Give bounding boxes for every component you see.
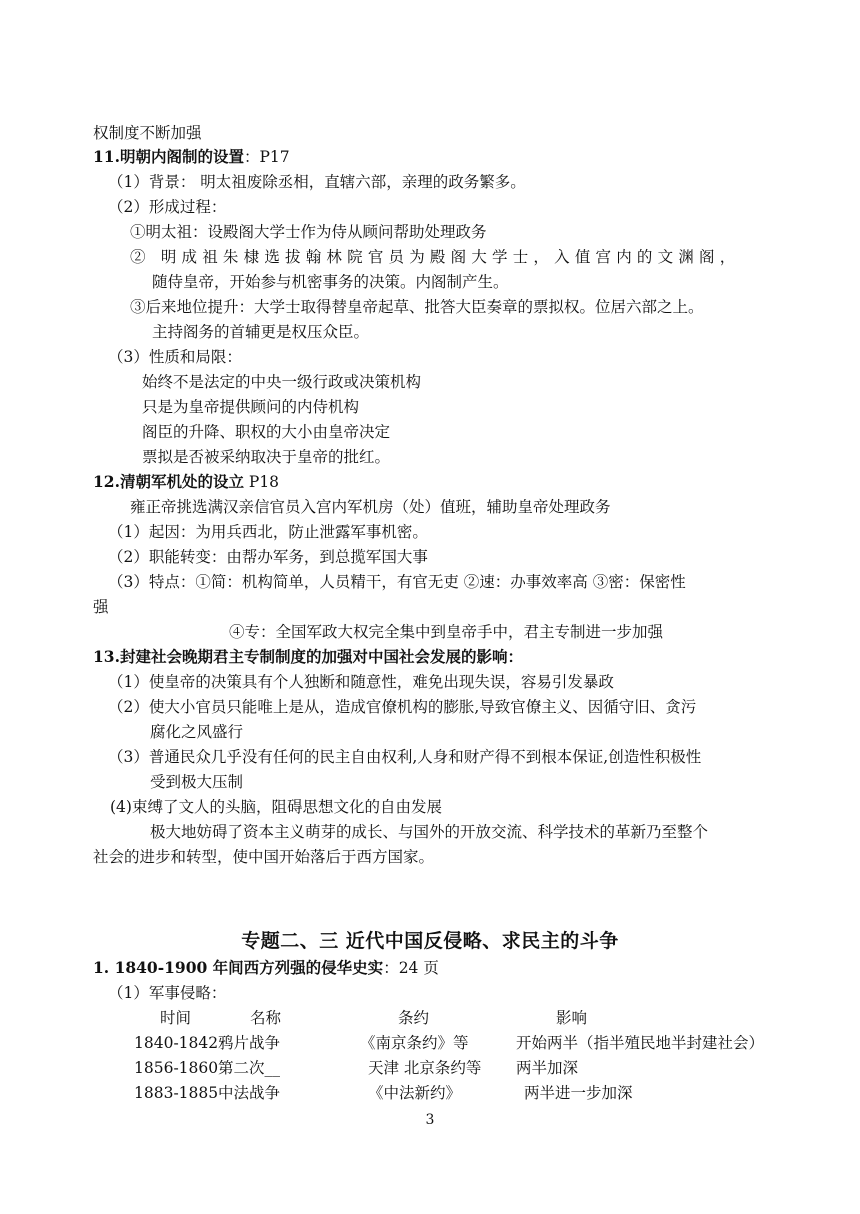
page-number: 3 [425, 1112, 435, 1128]
cell-name: 鸦片战争 [218, 1034, 281, 1052]
text-line: 腐化之风盛行 [150, 723, 244, 741]
header-impact: 影响 [556, 1009, 588, 1027]
text-line: 主持阁务的首辅更是权压众臣。 [152, 323, 370, 341]
header-treaty: 条约 [398, 1009, 430, 1027]
text-line: （2）形成过程： [108, 198, 227, 216]
cell-time: 1856-1860 [134, 1059, 219, 1077]
text-line: ③后来地位提升：大学士取得替皇帝起草、批答大臣奏章的票拟权。位居六部之上。 [130, 298, 704, 316]
text-line: 社会的进步和转型，使中国开始落后于西方国家。 [93, 848, 435, 866]
cell-treaty: 天津 北京条约等 [368, 1059, 482, 1077]
header-name: 名称 [250, 1009, 282, 1027]
text-line: （1）起因：为用兵西北，防止泄露军事机密。 [108, 523, 428, 541]
text-line: 权制度不断加强 [93, 124, 202, 142]
cell-name: 第二次__ [218, 1059, 281, 1077]
text-line: 雍正帝挑选满汉亲信官员入宫内军机房（处）值班，辅助皇帝处理政务 [130, 498, 611, 516]
section-title: 1. 1840-1900 年间西方列强的侵华史实 [93, 958, 384, 977]
text-line: 受到极大压制 [150, 773, 244, 791]
topic-title: 专题二、三 近代中国反侵略、求民主的斗争 [241, 930, 619, 952]
section-number: 11. [93, 147, 120, 166]
section-1-heading [93, 956, 439, 980]
cell-impact: 两半加深 [516, 1059, 579, 1077]
cell-impact: 开始两半（指半殖民地半封建社会） [516, 1034, 765, 1052]
cell-time: 1840-1842 [134, 1034, 219, 1052]
cell-name: 中法战争 [218, 1084, 281, 1102]
section-11-heading [93, 145, 290, 169]
text-line: 始终不是法定的中央一级行政或决策机构 [142, 373, 422, 391]
text-line: （3）性质和局限： [108, 348, 242, 366]
text-line: 极大地妨碍了资本主义萌芽的成长、与国外的开放交流、科学技术的革新乃至整个 [150, 823, 709, 841]
cell-impact: 两半进一步加深 [524, 1084, 633, 1102]
page-reference: P18 [243, 473, 280, 491]
section-title: 明朝内阁制的设置 [119, 147, 244, 166]
section-title: 12.清朝军机处的设立 [93, 472, 244, 491]
section-13-heading: 13.封建社会晚期君主专制制度的加强对中国社会发展的影响： [93, 647, 523, 666]
text-line: 随侍皇帝，开始参与机密事务的决策。内阁制产生。 [152, 273, 509, 291]
text-line: 强 [93, 598, 109, 616]
header-time: 时间 [160, 1009, 192, 1027]
text-line: (4)束缚了文人的头脑，阻碍思想文化的自由发展 [110, 798, 442, 816]
text-line: ② 明成祖朱棣选拔翰林院官员为殿阁大学士，入值宫内的文渊阁， [130, 248, 741, 266]
text-line: （3）普通民众几乎没有任何的民主自由权利,人身和财产得不到根本保证,创造性积极性 [108, 748, 702, 766]
text-line: （3）特点：①简：机构简单，人员精干，有官无吏 ②速：办事效率高 ③密：保密性 [108, 573, 686, 591]
text-line: （1）背景： 明太祖废除丞相，直辖六部，亲理的政务繁多。 [108, 173, 526, 191]
text-line: （1）使皇帝的决策具有个人独断和随意性，难免出现失误，容易引发暴政 [108, 673, 614, 691]
text-line: 只是为皇帝提供顾问的内侍机构 [142, 398, 360, 416]
page-reference: ：P17 [243, 148, 290, 166]
text-line: （1）军事侵略： [108, 984, 227, 1002]
cell-time: 1883-1885 [134, 1084, 219, 1102]
text-line: ①明太祖：设殿阁大学士作为侍从顾问帮助处理政务 [130, 223, 487, 241]
text-line: ④专：全国军政大权完全集中到皇帝手中，君主专制进一步加强 [229, 623, 664, 641]
cell-treaty: 《南京条约》等 [360, 1034, 469, 1052]
page-reference: ：24 页 [383, 959, 439, 977]
text-line: 阁臣的升降、职权的大小由皇帝决定 [142, 423, 391, 441]
section-12-heading [93, 470, 279, 494]
text-line: （2）职能转变：由帮办军务，到总揽军国大事 [108, 548, 428, 566]
text-line: 票拟是否被采纳取决于皇帝的批红。 [142, 448, 391, 466]
text-line: （2）使大小官员只能唯上是从，造成官僚机构的膨胀,导致官僚主义、因循守旧、贪污 [108, 698, 697, 716]
cell-treaty: 《中法新约》 [368, 1084, 462, 1102]
